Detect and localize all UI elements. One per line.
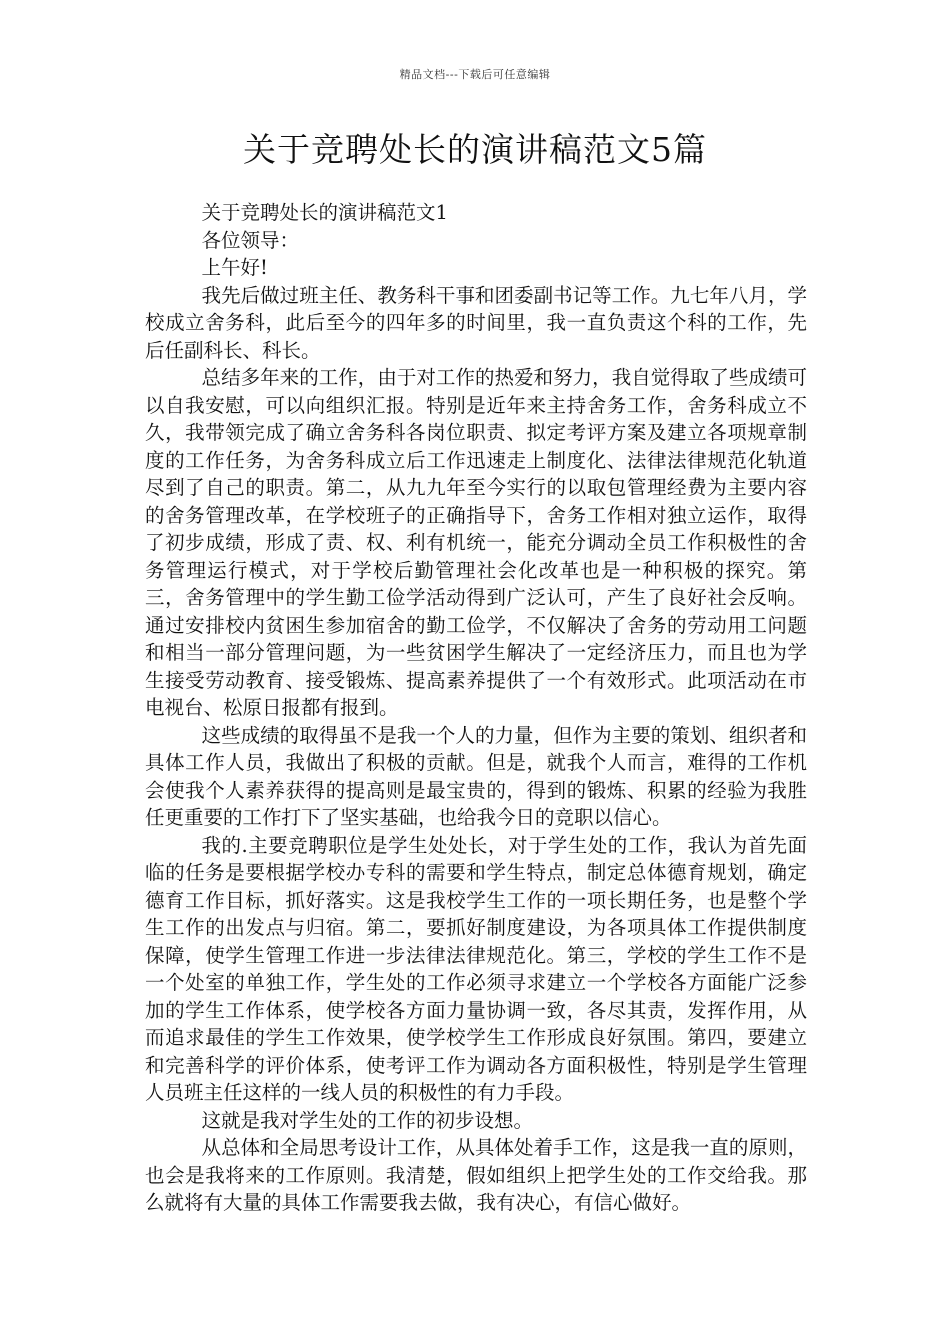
- paragraph-subtitle: 关于竞聘处长的演讲稿范文1: [201, 201, 448, 224]
- paragraph-achievements: 总结多年来的工作，由于对工作的热爱和努力，我自觉得取了些成绩可以自我安慰，可以向组织汇报。特别是近年来主持舍务工作，舍务科成立不久，我带领完成了确立舍务科各岗位职责、拟定考评方案及建立各项规章制度的工作任务，为舍务科成立后工作迅速走上制度化、法律法律规范化轨道尽到了自己的职责。第二，从九九年至今实行的以取包管理经费为主要内容的舍务管理改革，在学校班子的正确指导下，舍务工作相对独立运作，取得了初步成绩，形成了责、权、利有机统一，能充分调动全员工作积极性的舍务管理运行模式，对于学校后勤管理社会化改革也是一种积极的探究。第三，舍务管理中的学生勤工俭学活动得到广泛认可，产生了良好社会反响。通过安排校内贫困生参加宿舍的勤工俭学，不仅解决了舍务的劳动用工问题和相当一部分管理问题，为一些贫困学生解决了一定经济压力，而且也为学生接受劳动教育、接受锻炼、提高素养提供了一个有效形式。此项活动在市电视台、松原日报都有报到。: [145, 366, 807, 719]
- paragraph-summary: 这就是我对学生处的工作的初步设想。: [201, 1108, 534, 1132]
- paragraph-contribution: 这些成绩的取得虽不是我一个人的力量，但作为主要的策划、组织者和具体工作人员，我做出了积极的贡献。但是，就我个人而言，难得的工作机会使我个人素养获得的提高则是最宝贵的，得到的锻炼、积累的经验为我胜任更重要的工作打下了坚实基础，也给我今日的竞职以信心。: [145, 723, 807, 829]
- document-title: 关于竞聘处长的演讲稿范文5篇: [243, 130, 707, 169]
- paragraph-salutation: 各位领导：: [201, 228, 300, 252]
- paragraph-greeting: 上午好!: [201, 256, 268, 279]
- paragraph-background: 我先后做过班主任、教务科干事和团委副书记等工作。九七年八月，学校成立舍务科，此后至今的四年多的时间里，我一直负责这个科的工作，先后任副科长、科长。: [145, 283, 807, 362]
- document-body: [145, 199, 807, 1217]
- paragraph-position-plan: 我的.主要竞聘职位是学生处处长，对于学生处的工作，我认为首先面临的任务是要根据学校办专科的需要和学生特点，制定总体德育规划，确定德育工作目标，抓好落实。这是我校学生工作的一项长期任务，也是整个学生工作的出发点与归宿。第二，要抓好制度建设，为各项具体工作提供制度保障，使学生管理工作进一步法律法律规范化。第三，学校的学生工作不是一个处室的单独工作，学生处的工作必须寻求建立一个学校各方面能广泛参加的学生工作体系，使学校各方面力量协调一致，各尽其责，发挥作用，从而追求最佳的学生工作效果，使学校学生工作形成良好氛围。第四，要建立和完善科学的评价体系，使考评工作为调动各方面积极性，特别是学生管理人员班主任这样的一线人员的积极性的有力手段。: [145, 833, 807, 1104]
- header-note: 精品文档---下载后可任意编辑: [399, 68, 551, 81]
- paragraph-closing: 从总体和全局思考设计工作，从具体处着手工作，这是我一直的原则，也会是我将来的工作原则。我清楚，假如组织上把学生处的工作交给我。那么就将有大量的具体工作需要我去做，我有决心，有信心做好。: [145, 1136, 807, 1214]
